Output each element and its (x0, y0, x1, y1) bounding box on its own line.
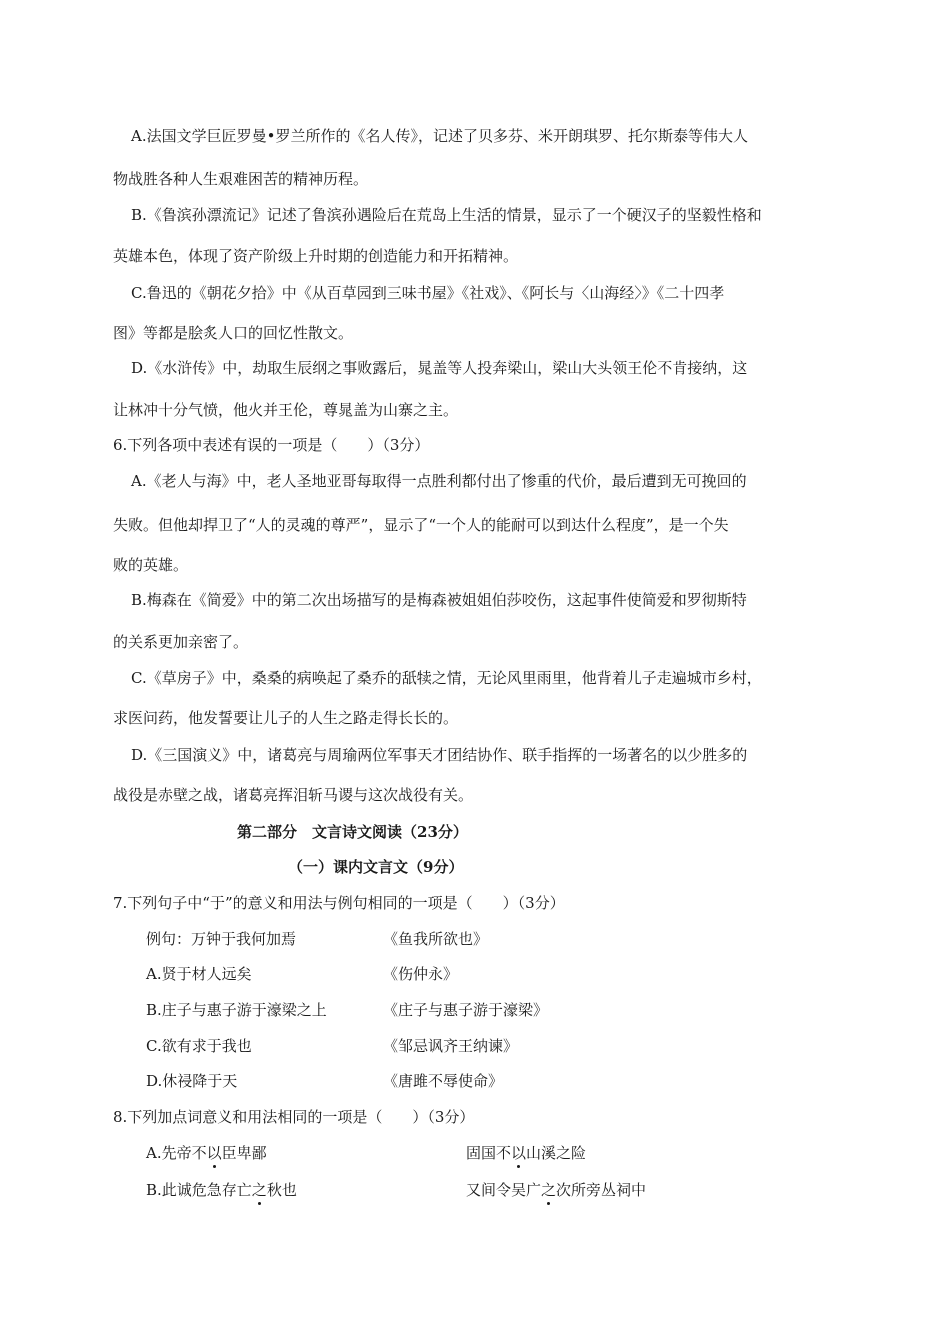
q8-a-right-post: 山溪之险 (526, 1144, 587, 1162)
q8-a-left-post: 臣卑鄙 (221, 1144, 267, 1162)
part-title: 第二部分 文言诗文阅读（23分） (237, 823, 468, 841)
q6-option-d-line2: 战役是赤壁之战，诸葛亮挥泪斩马谡与这次战役有关。 (113, 786, 474, 804)
q8-option-a-right (466, 1143, 586, 1163)
q6-option-a-line2: 失败。但他却捍卫了“人的灵魂的尊严”，显示了“一个人的能耐可以到达什么程度”，是一个失 (113, 516, 729, 534)
q7-option-c-sentence: C.欲有求于我也 (146, 1037, 252, 1055)
q8-b-right-dotted-word: 之 (541, 1181, 557, 1199)
q6-option-a-line3: 败的英雄。 (113, 556, 189, 574)
q8-b-left-dotted-word: 之 (251, 1181, 267, 1199)
q5-option-c-line1: C.鲁迅的《朝花夕拾》中《从百草园到三味书屋》《社戏》、《阿长与〈山海经〉》《二十四孝 (131, 284, 725, 302)
q8-option-b-right (466, 1180, 646, 1200)
q8-a-left-dotted-word: 以 (206, 1144, 222, 1162)
q8-b-right-post: 次所旁丛祠中 (556, 1181, 647, 1199)
q5-option-c-line2: 图》等都是脍炙人口的回忆性散文。 (113, 324, 354, 342)
q5-option-a-line1: A.法国文学巨匠罗曼•罗兰所作的《名人传》，记述了贝多芬、米开朗琪罗、托尔斯泰等伟大人 (131, 127, 748, 145)
q7-option-c-source: 《邹忌讽齐王纳谏》 (383, 1037, 519, 1055)
q5-option-d-line2: 让林冲十分气愤，他火并王伦，尊晁盖为山寨之主。 (113, 401, 459, 419)
q5-option-a-line2: 物战胜各种人生艰难困苦的精神历程。 (113, 170, 369, 188)
q8-stem: 8.下列加点词意义和用法相同的一项是（ ）（3分） (113, 1108, 475, 1126)
q6-stem: 6.下列各项中表述有误的一项是（ ）（3分） (113, 436, 430, 454)
q8-a-left-pre: A.先帝不 (146, 1144, 207, 1162)
q5-option-b-line1: B.《鲁滨孙漂流记》记述了鲁滨孙遇险后在荒岛上生活的情景，显示了一个硬汉子的坚毅性格和 (131, 206, 762, 224)
q8-b-right-pre: 又间令吴广 (466, 1181, 542, 1199)
q7-option-d-sentence: D.休祲降于天 (146, 1072, 238, 1090)
q6-option-c-line1: C.《草房子》中，桑桑的病唤起了桑乔的舐犊之情，无论风里雨里，他背着儿子走遍城市乡村， (131, 669, 762, 687)
q6-option-b-line2: 的关系更加亲密了。 (113, 633, 249, 651)
q6-option-a-line1: A.《老人与海》中，老人圣地亚哥每取得一点胜利都付出了惨重的代价，最后遭到无可挽回的 (131, 472, 747, 490)
q6-option-d-line1: D.《三国演义》中，诸葛亮与周瑜两位军事天才团结协作、联手指挥的一场著名的以少胜多的 (131, 746, 748, 764)
q5-option-d-line1: D.《水浒传》中，劫取生辰纲之事败露后，晁盖等人投奔梁山，梁山大头领王伦不肯接纳，这 (131, 359, 748, 377)
q6-option-b-line1: B.梅森在《简爱》中的第二次出场描写的是梅森被姐姐伯莎咬伤，这起事件使简爱和罗彻斯特 (131, 591, 747, 609)
q7-option-a-source: 《伤仲永》 (383, 965, 459, 983)
q7-example-sentence: 例句：万钟于我何加焉 (146, 930, 297, 948)
q5-option-b-line2: 英雄本色，体现了资产阶级上升时期的创造能力和开拓精神。 (113, 247, 519, 265)
q8-b-left-post: 秋也 (266, 1181, 297, 1199)
q7-example-source: 《鱼我所欲也》 (383, 930, 489, 948)
q8-a-right-pre: 固国不 (466, 1144, 512, 1162)
q8-b-left-pre: B.此诚危急存亡 (146, 1181, 252, 1199)
sub-title: （一）课内文言文（9分） (288, 858, 464, 876)
q7-option-b-sentence: B.庄子与惠子游于濠梁之上 (146, 1001, 327, 1019)
q7-option-a-sentence: A.贤于材人远矣 (146, 965, 252, 983)
q8-option-b-left (146, 1180, 297, 1200)
q7-option-b-source: 《庄子与惠子游于濠梁》 (383, 1001, 549, 1019)
q8-a-right-dotted-word: 以 (511, 1144, 527, 1162)
q7-option-d-source: 《唐雎不辱使命》 (383, 1072, 504, 1090)
q6-option-c-line2: 求医问药，他发誓要让儿子的人生之路走得长长的。 (113, 709, 459, 727)
q7-stem: 7.下列句子中“于”的意义和用法与例句相同的一项是（ ）（3分） (113, 894, 565, 912)
q8-option-a-left (146, 1143, 267, 1163)
